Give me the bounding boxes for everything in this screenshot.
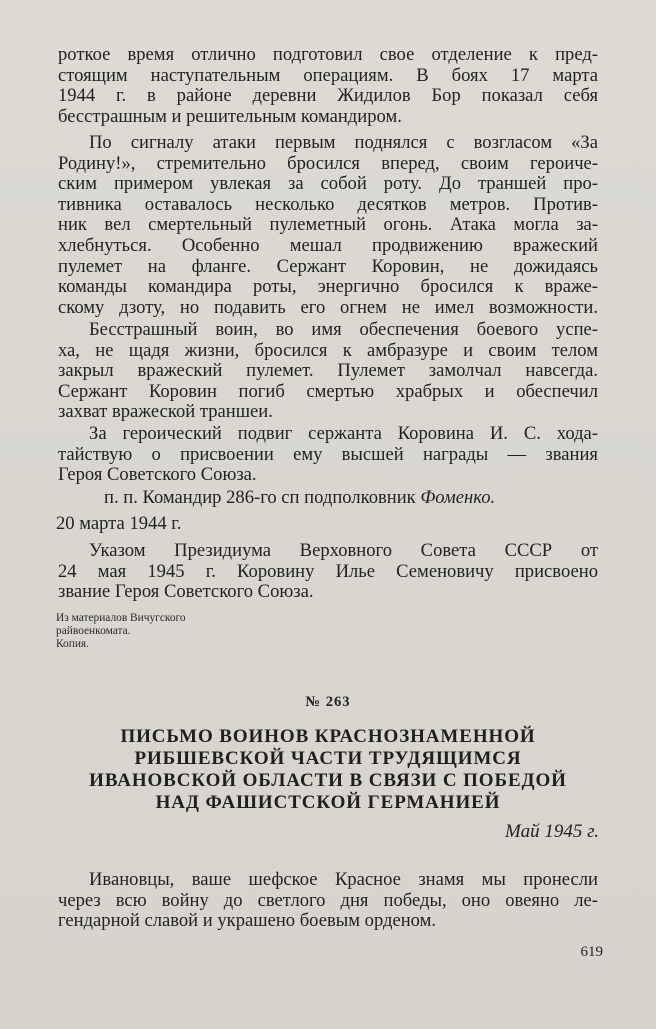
text-line: скому дзоту, но подавить его огнем не имел возможности. bbox=[58, 296, 598, 318]
text-line: роткое время отлично подготовил свое отделение к пред- bbox=[58, 44, 598, 65]
text-line: закрыл вражеский пулемет. Пулемет замолчал навсегда. bbox=[58, 360, 598, 382]
letter-dateline: Май 1945 г. bbox=[505, 821, 599, 842]
text-line: Указом Президиума Верховного Совета СССР от bbox=[89, 540, 598, 561]
text-line: ник вел смертельный пулеметный огонь. Атака могла за- bbox=[58, 214, 598, 236]
document-date: 20 марта 1944 г. bbox=[56, 513, 182, 534]
text-line: через всю войну до светлого дня победы, оно овеяно ле- bbox=[58, 889, 598, 911]
text-line: Героя Советского Союза. bbox=[58, 464, 257, 486]
heading-line: НАД ФАШИСТСКОЙ ГЕРМАНИЕЙ bbox=[155, 792, 501, 813]
text-line: Родину!», стремительно бросился вперед, своим героиче- bbox=[58, 152, 598, 174]
text-line: Ивановцы, ваше шефское Красное знамя мы пронесли bbox=[89, 869, 598, 890]
signature-prefix: п. п. Командир 286-го сп подполковник bbox=[104, 487, 421, 508]
note-line: райвоенкомата. bbox=[56, 624, 131, 637]
text-line: захват вражеской траншеи. bbox=[58, 401, 273, 423]
text-line: 1944 г. в районе деревни Жидилов Бор показал себя bbox=[58, 85, 598, 107]
document-heading bbox=[0, 726, 656, 814]
text-line: пулемет на фланге. Сержант Коровин, не дожидаясь bbox=[58, 255, 598, 277]
paragraph-attack bbox=[58, 133, 598, 318]
text-line: звание Героя Советского Союза. bbox=[58, 581, 314, 603]
heading-line: РИБШЕВСКОЙ ЧАСТИ ТРУДЯЩИМСЯ bbox=[134, 748, 522, 769]
source-note bbox=[56, 612, 276, 650]
text-line: команды командира роты, энергично бросился к враже- bbox=[58, 276, 598, 298]
text-line: тивника оставалось несколько десятков метров. Против- bbox=[58, 193, 598, 215]
heading-line: ИВАНОВСКОЙ ОБЛАСТИ В СВЯЗИ С ПОБЕДОЙ bbox=[89, 770, 567, 791]
text-line: бесстрашным и решительным командиром. bbox=[58, 105, 402, 127]
page-number: 619 bbox=[580, 944, 603, 960]
paragraph-heroism bbox=[58, 320, 598, 423]
note-line: Копия. bbox=[56, 637, 90, 650]
heading-line: ПИСЬМО ВОИНОВ КРАСНОЗНАМЕННОЙ bbox=[120, 726, 536, 747]
paragraph-petition bbox=[58, 424, 598, 486]
text-line: Бесстрашный воин, во имя обеспечения боевого успе- bbox=[89, 319, 598, 340]
paragraph-letter bbox=[58, 870, 598, 932]
text-line: ским примером увлекая за собой роту. До траншей про- bbox=[58, 173, 598, 195]
document-number: № 263 bbox=[305, 694, 351, 710]
text-line: За героический подвиг сержанта Коровина И. С. хода- bbox=[89, 423, 598, 444]
text-line: ха, не щадя жизни, бросился к амбразуре и своим телом bbox=[58, 339, 598, 361]
paragraph-decree bbox=[58, 541, 598, 603]
paragraph-continuation bbox=[58, 45, 598, 127]
text-line: По сигналу атаки первым поднялся с возгласом «За bbox=[89, 132, 598, 153]
signature-name: Фоменко. bbox=[420, 487, 496, 508]
signature-line bbox=[104, 488, 495, 509]
text-line: гендарной славой и украшено боевым орденом. bbox=[58, 910, 437, 932]
text-line: 24 мая 1945 г. Коровину Илье Семеновичу присвоено bbox=[58, 560, 598, 582]
note-line: Из материалов Вичугского bbox=[56, 612, 186, 624]
text-line: тайствую о присвоении ему высшей награды — звания bbox=[58, 443, 598, 465]
text-line: хлебнуться. Особенно мешал продвижению вражеский bbox=[58, 234, 598, 256]
text-line: Сержант Коровин погиб смертью храбрых и обеспечил bbox=[58, 380, 598, 402]
text-line: стоящим наступательным операциям. В боях 17 марта bbox=[58, 64, 598, 86]
